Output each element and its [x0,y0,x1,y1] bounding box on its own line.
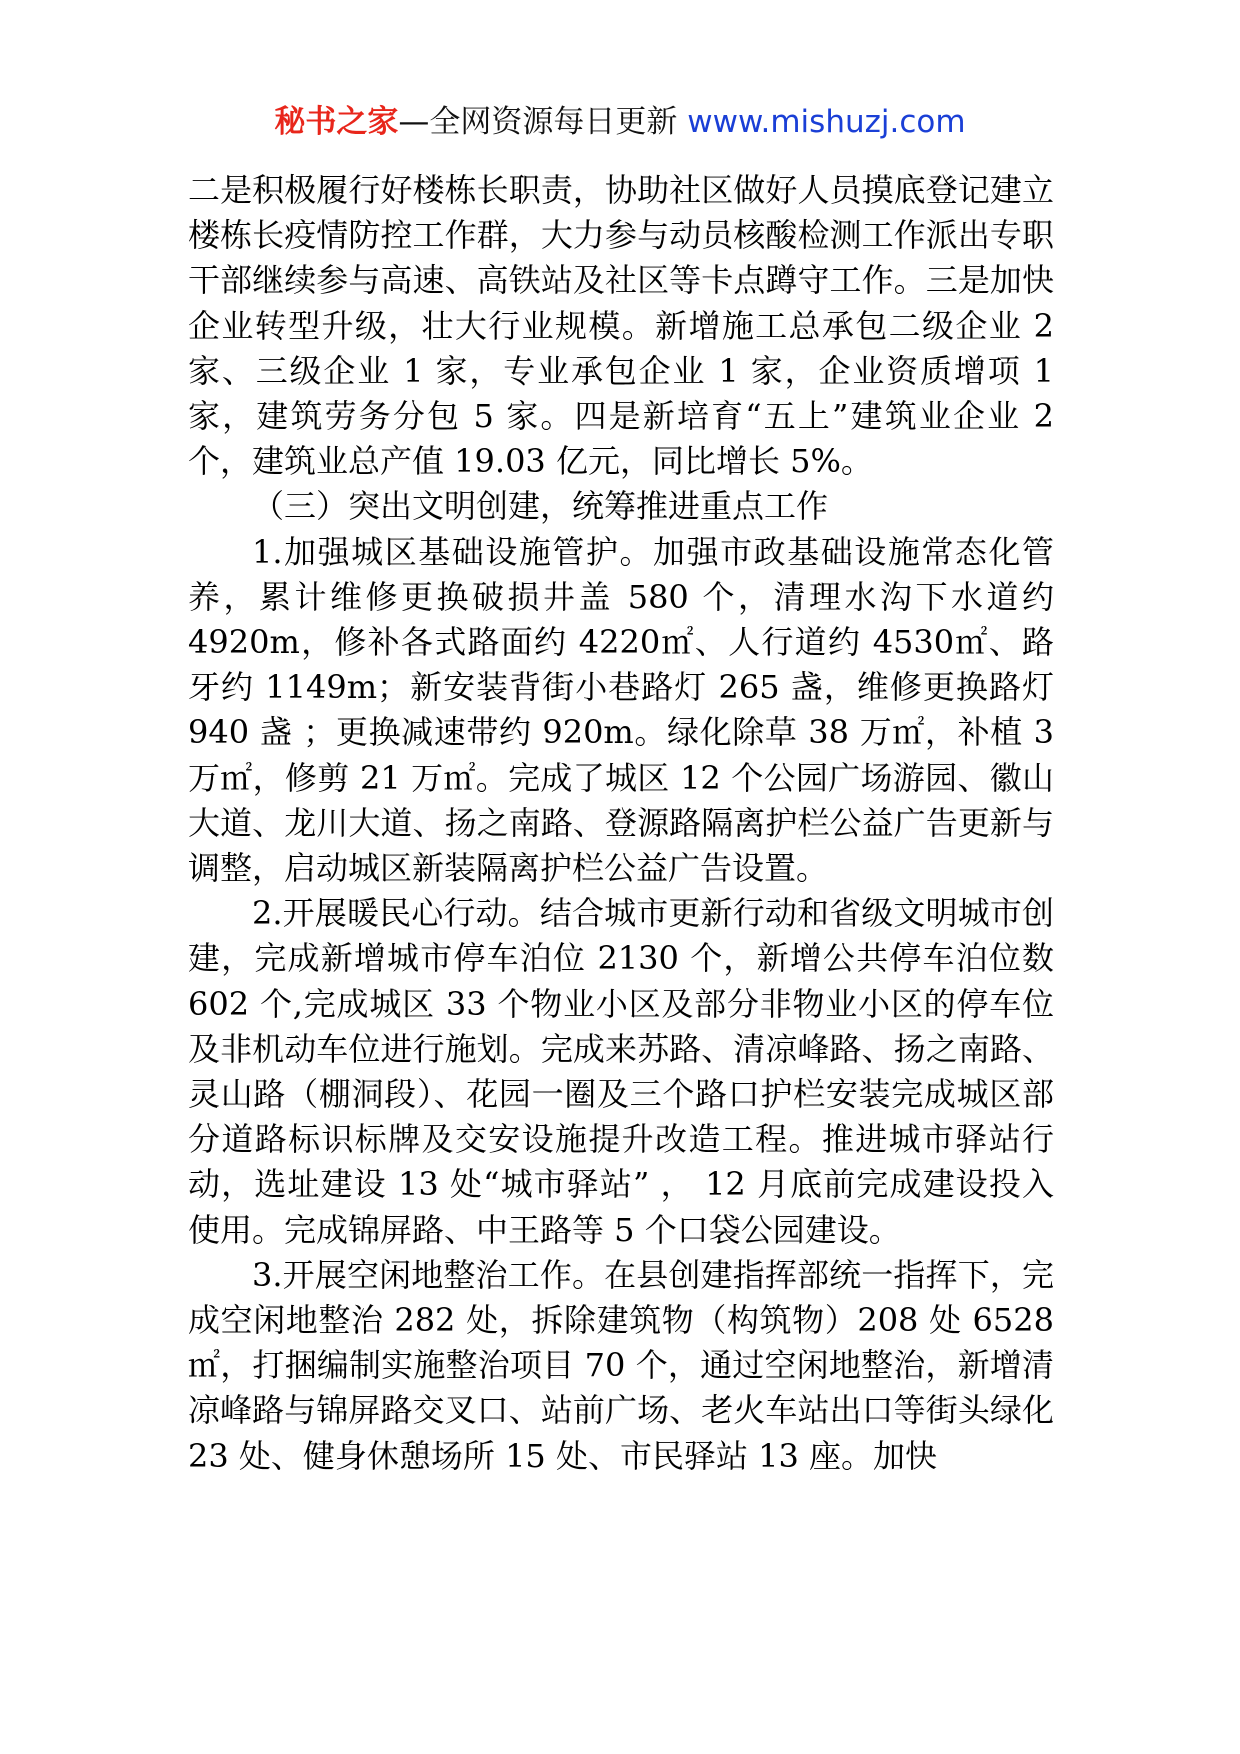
section-heading-3: （三）突出文明创建，统筹推进重点工作 [252,487,829,526]
paragraph-item-1: 1.加强城区基础设施管护。加强市政基础设施常态化管养，累计维修更换破损井盖 580 个，清理水沟下水道约 4920m，修补各式路面约 4220㎡、人行道约 4530㎡、路牙约 1149m；新安装背街小巷路灯 265 盏，维修更换路灯 940 盏 ；更换减速带约 920m。绿化除草 38 万㎡，补植 3 万㎡，修剪 21 万㎡。完成了城区 12 个公园广场游园、徽山大道、龙川大道、扬之南路、登源路隔离护栏公益广告更新与调整，启动城区新装隔离护栏公益广告设置。 [188,532,1054,888]
paragraph-item-3: 3.开展空闲地整治工作。在县创建指挥部统一指挥下，完成空闲地整治 282 处，拆除建筑物（构筑物）208 处 6528㎡，打捆编制实施整治项目 70 个，通过空闲地整治，新增清凉峰路与锦屏路交叉口、站前广场、老火车站出口等街头绿化 23 处、健身休憩场所 15 处、市民驿站 13 座。加快 [188,1255,1054,1475]
document-body [188,168,1054,1479]
header-site-link[interactable]: www.mishuzj.com [687,104,966,140]
paragraph-1: 二是积极履行好楼栋长职责，协助社区做好人员摸底登记建立楼栋长疫情防控工作群，大力参与动员核酸检测工作派出专职干部继续参与高速、高铁站及社区等卡点蹲守工作。三是加快企业转型升级，壮大行业规模。新增施工总承包二级企业 2 家、三级企业 1 家，专业承包企业 1 家，企业资质增项 1 家，建筑劳务分包 5 家。四是新培育“五上”建筑业企业 2 个，建筑业总产值 19.03 亿元，同比增长 5%。 [188,171,1054,481]
header-tagline: —全网资源每日更新 [398,104,688,140]
paragraph-item-2: 2.开展暖民心行动。结合城市更新行动和省级文明城市创建，完成新增城市停车泊位 2130 个，新增公共停车泊位数 602 个,完成城区 33 个物业小区及部分非物业小区的停车位及非机动车位进行施划。完成来苏路、清凉峰路、扬之南路、灵山路（棚洞段）、花园一圈及三个路口护栏安装完成城区部分道路标识标牌及交安设施提升改造工程。推进城市驿站行动，选址建设 13 处“城市驿站” ， 12 月底前完成建设投入使用。完成锦屏路、中王路等 5 个口袋公园建设。 [188,894,1054,1249]
header-brand: 秘书之家 [274,104,399,140]
watermark-header [0,100,1240,144]
